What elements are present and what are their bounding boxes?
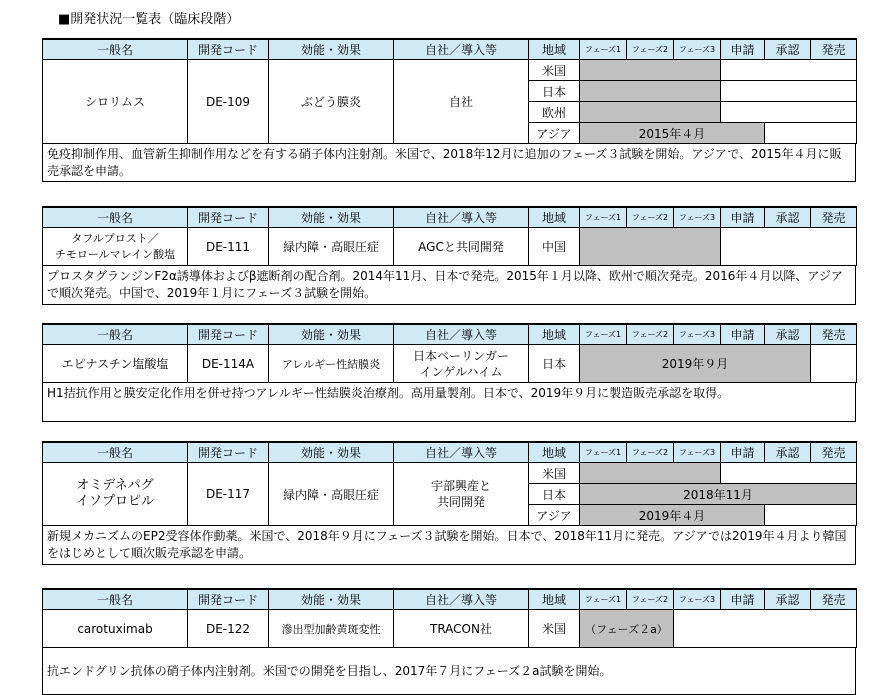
progress-bar-milestone: 2019年４月	[580, 505, 765, 526]
indication: アレルギー性結膜炎	[269, 345, 394, 383]
header-code: 開発コード	[188, 39, 269, 60]
header-filed: 申請	[721, 39, 765, 60]
partner	[394, 345, 529, 383]
empty-cell	[721, 463, 857, 484]
indication: 緑内障・高眼圧症	[269, 463, 394, 526]
header-phase1: フェーズ1	[580, 589, 627, 610]
empty-cell	[721, 60, 857, 81]
region: 米国	[529, 610, 580, 648]
header-phase3: フェーズ3	[674, 442, 721, 463]
progress-bar	[580, 463, 721, 484]
header-region: 地域	[529, 324, 580, 345]
pipeline-entry	[42, 441, 856, 565]
header-partner: 自社／導入等	[394, 324, 529, 345]
header-phase1: フェーズ1	[580, 442, 627, 463]
header-approved: 承認	[765, 589, 811, 610]
empty-cell	[765, 123, 857, 144]
empty-cell	[674, 610, 857, 648]
partner-line: 共同開発	[436, 495, 485, 509]
partner-line: 日本ベーリンガー	[412, 348, 509, 363]
indication: ぶどう膜炎	[269, 60, 394, 144]
header-phase2: フェーズ2	[627, 589, 674, 610]
header-region: 地域	[529, 442, 580, 463]
empty-cell	[721, 81, 857, 102]
header-approved: 承認	[765, 324, 811, 345]
header-partner: 自社／導入等	[394, 442, 529, 463]
indication: 緑内障・高眼圧症	[269, 228, 394, 266]
header-launched: 発売	[811, 442, 857, 463]
header-phase1: フェーズ1	[580, 207, 627, 228]
description: H1拮抗作用と膜安定化作用を併せ持つアレルギー性結膜炎治療剤。高用量製剤。日本で、2019年９月に製造販売承認を取得。	[42, 383, 856, 422]
dev-code: DE-117	[188, 463, 269, 526]
progress-bar	[580, 60, 721, 81]
header-launched: 発売	[811, 207, 857, 228]
progress-bar-milestone: 2019年９月	[580, 345, 811, 383]
drug-name	[43, 228, 188, 266]
header-partner: 自社／導入等	[394, 589, 529, 610]
header-approved: 承認	[765, 442, 811, 463]
drug-name: carotuximab	[43, 610, 188, 648]
header-name: 一般名	[43, 39, 188, 60]
header-filed: 申請	[721, 589, 765, 610]
header-name: 一般名	[43, 207, 188, 228]
header-phase3: フェーズ3	[674, 39, 721, 60]
drug-name: エピナスチン塩酸塩	[43, 345, 188, 383]
header-indication: 効能・効果	[269, 207, 394, 228]
region: 中国	[529, 228, 580, 266]
region: 米国	[529, 60, 580, 81]
header-phase3: フェーズ3	[674, 589, 721, 610]
header-name: 一般名	[43, 442, 188, 463]
header-indication: 効能・効果	[269, 39, 394, 60]
description: 免疫抑制作用、血管新生抑制作用などを有する硝子体内注射剤。米国で、2018年12月に追加のフェーズ３試験を開始。アジアで、2015年４月に販売承認を申請。	[42, 144, 856, 182]
header-launched: 発売	[811, 39, 857, 60]
header-indication: 効能・効果	[269, 589, 394, 610]
region: 日本	[529, 484, 580, 505]
progress-bar-milestone: （フェーズ２a）	[580, 610, 674, 648]
progress-bar-milestone: 2018年11月	[580, 484, 857, 505]
region: アジア	[529, 505, 580, 526]
table-header-row	[43, 442, 857, 463]
header-phase1: フェーズ1	[580, 324, 627, 345]
header-code: 開発コード	[188, 324, 269, 345]
indication: 滲出型加齢黄斑変性	[269, 610, 394, 648]
drug-name-line: チモロールマレイン酸塩	[54, 247, 176, 261]
header-name: 一般名	[43, 324, 188, 345]
empty-cell	[721, 102, 857, 123]
drug-name-line: オミデネパグ	[76, 478, 154, 493]
drug-name-line: タフルプロスト／	[71, 231, 159, 245]
dev-code: DE-111	[188, 228, 269, 266]
region: 日本	[529, 345, 580, 383]
dev-code: DE-114A	[188, 345, 269, 383]
description: プロスタグランジンF2α誘導体およびβ遮断剤の配合剤。2014年11月、日本で発売。2015年１月以降、欧州で順次発売。2016年４月以降、アジアで順次発売。中国で、2019年１月にフェーズ３試験を開始。	[42, 266, 856, 305]
header-phase3: フェーズ3	[674, 324, 721, 345]
table-header-row	[43, 39, 857, 60]
header-indication: 効能・効果	[269, 442, 394, 463]
header-phase2: フェーズ2	[627, 324, 674, 345]
header-partner: 自社／導入等	[394, 207, 529, 228]
dev-code: DE-122	[188, 610, 269, 648]
table-header-row	[43, 207, 857, 228]
empty-cell	[765, 505, 857, 526]
partner-line: インゲルハイム	[419, 364, 503, 379]
header-phase1: フェーズ1	[580, 39, 627, 60]
header-region: 地域	[529, 39, 580, 60]
header-name: 一般名	[43, 589, 188, 610]
description: 抗エンドグリン抗体の硝子体内注射剤。米国での開発を目指し、2017年７月にフェーズ２a試験を開始。	[42, 648, 856, 695]
drug-name	[43, 463, 188, 526]
header-code: 開発コード	[188, 207, 269, 228]
region: アジア	[529, 123, 580, 144]
empty-cell	[811, 345, 857, 383]
progress-bar	[580, 228, 721, 266]
header-approved: 承認	[765, 207, 811, 228]
partner-line: 宇部興産と	[430, 479, 491, 493]
pipeline-entry	[42, 206, 856, 305]
header-region: 地域	[529, 207, 580, 228]
header-approved: 承認	[765, 39, 811, 60]
header-filed: 申請	[721, 442, 765, 463]
header-phase3: フェーズ3	[674, 207, 721, 228]
drug-name-line: イソプロピル	[75, 494, 154, 509]
region: 米国	[529, 463, 580, 484]
progress-bar	[580, 102, 721, 123]
region: 日本	[529, 81, 580, 102]
partner	[394, 463, 529, 526]
header-launched: 発売	[811, 324, 857, 345]
partner: 自社	[394, 60, 529, 144]
pipeline-entry	[42, 588, 856, 695]
partner: TRACON社	[394, 610, 529, 648]
header-phase2: フェーズ2	[627, 207, 674, 228]
header-filed: 申請	[721, 207, 765, 228]
table-header-row	[43, 589, 857, 610]
description: 新規メカニズムのEP2受容体作動薬。米国で、2018年９月にフェーズ３試験を開始。日本で、2018年11月に発売。アジアでは2019年４月より韓国をはじめとして順次販売承認を申請。	[42, 526, 856, 565]
empty-cell	[721, 228, 857, 266]
partner: AGCと共同開発	[394, 228, 529, 266]
dev-code: DE-109	[188, 60, 269, 144]
pipeline-entry	[42, 38, 856, 182]
header-phase2: フェーズ2	[627, 442, 674, 463]
header-code: 開発コード	[188, 589, 269, 610]
header-indication: 効能・効果	[269, 324, 394, 345]
progress-bar-milestone: 2015年４月	[580, 123, 765, 144]
header-launched: 発売	[811, 589, 857, 610]
header-code: 開発コード	[188, 442, 269, 463]
header-phase2: フェーズ2	[627, 39, 674, 60]
table-header-row	[43, 324, 857, 345]
header-region: 地域	[529, 589, 580, 610]
header-filed: 申請	[721, 324, 765, 345]
page-title: ■開発状況一覧表（臨床段階）	[58, 12, 240, 27]
region: 欧州	[529, 102, 580, 123]
progress-bar	[580, 81, 721, 102]
pipeline-entry	[42, 323, 856, 422]
header-partner: 自社／導入等	[394, 39, 529, 60]
drug-name: シロリムス	[43, 60, 188, 144]
